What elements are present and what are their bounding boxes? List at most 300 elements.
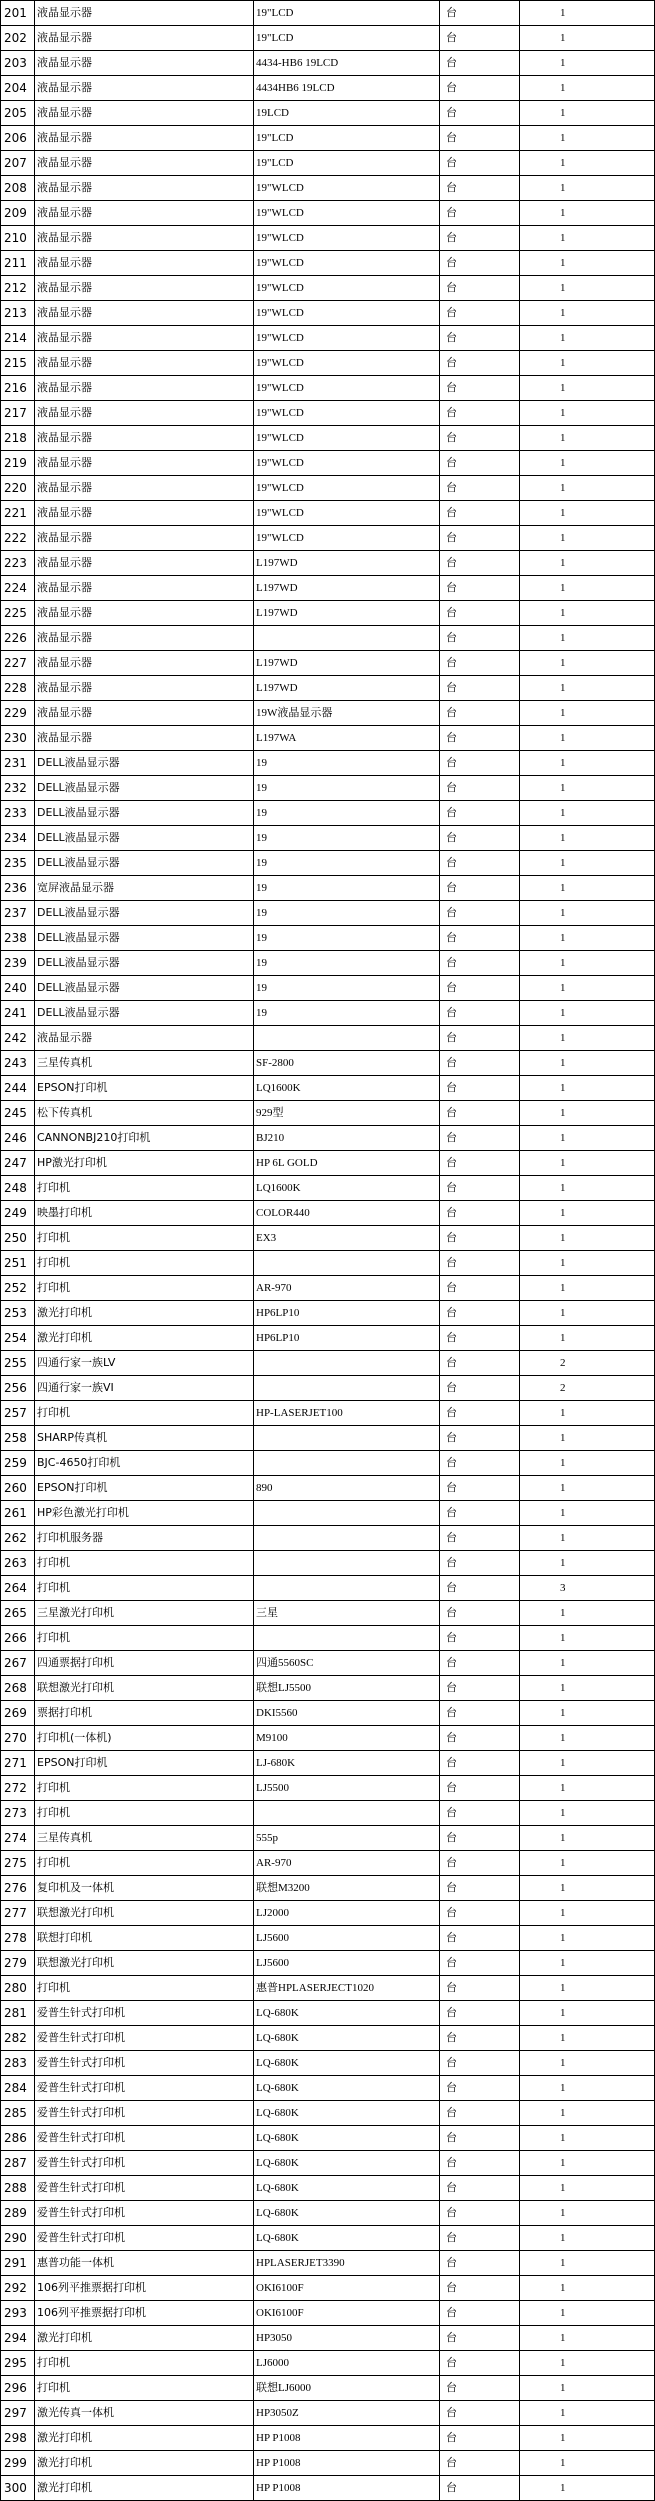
item-model: LQ-680K [254, 2176, 440, 2201]
item-quantity: 1 [520, 1176, 655, 1201]
table-row [1, 2301, 655, 2326]
table-row [1, 2451, 655, 2476]
item-model: 19"WLCD [254, 226, 440, 251]
table-row [1, 1451, 655, 1476]
item-name: 爱普生针式打印机 [35, 2101, 254, 2126]
item-unit: 台 [440, 1276, 520, 1301]
item-name: 打印机服务器 [35, 1526, 254, 1551]
item-model: M9100 [254, 1726, 440, 1751]
item-name: 106列平推票据打印机 [35, 2276, 254, 2301]
item-quantity: 2 [520, 1351, 655, 1376]
table-row [1, 676, 655, 701]
item-unit: 台 [440, 951, 520, 976]
row-number: 229 [1, 701, 35, 726]
table-row [1, 1076, 655, 1101]
table-row [1, 1551, 655, 1576]
item-unit: 台 [440, 1651, 520, 1676]
table-row [1, 2376, 655, 2401]
item-unit: 台 [440, 851, 520, 876]
table-row [1, 1626, 655, 1651]
item-quantity: 1 [520, 601, 655, 626]
row-number: 269 [1, 1701, 35, 1726]
item-name: 液晶显示器 [35, 76, 254, 101]
table-row [1, 1701, 655, 1726]
item-name: 液晶显示器 [35, 601, 254, 626]
table-row [1, 176, 655, 201]
item-quantity: 1 [520, 351, 655, 376]
item-model: LJ5600 [254, 1951, 440, 1976]
table-row [1, 201, 655, 226]
table-row [1, 1101, 655, 1126]
table-row [1, 1326, 655, 1351]
item-name: 爱普生针式打印机 [35, 2001, 254, 2026]
table-row [1, 2176, 655, 2201]
item-quantity: 1 [520, 2026, 655, 2051]
row-number: 215 [1, 351, 35, 376]
item-name: 液晶显示器 [35, 726, 254, 751]
item-quantity: 1 [520, 2201, 655, 2226]
item-name: 液晶显示器 [35, 326, 254, 351]
table-row [1, 1026, 655, 1051]
item-quantity: 1 [520, 1551, 655, 1576]
item-model: 19"WLCD [254, 451, 440, 476]
item-name: 液晶显示器 [35, 376, 254, 401]
item-unit: 台 [440, 1501, 520, 1526]
item-unit: 台 [440, 76, 520, 101]
table-row [1, 2076, 655, 2101]
item-unit: 台 [440, 2001, 520, 2026]
item-quantity: 1 [520, 2301, 655, 2326]
item-model: 19"LCD [254, 126, 440, 151]
row-number: 252 [1, 1276, 35, 1301]
table-row [1, 2401, 655, 2426]
row-number: 296 [1, 2376, 35, 2401]
table-row [1, 951, 655, 976]
item-quantity: 1 [520, 951, 655, 976]
item-unit: 台 [440, 2401, 520, 2426]
table-row [1, 2151, 655, 2176]
item-unit: 台 [440, 2376, 520, 2401]
item-model [254, 1576, 440, 1601]
item-quantity: 1 [520, 1726, 655, 1751]
item-unit: 台 [440, 926, 520, 951]
item-quantity: 1 [520, 2076, 655, 2101]
row-number: 224 [1, 576, 35, 601]
table-row [1, 2126, 655, 2151]
table-row [1, 351, 655, 376]
item-model: COLOR440 [254, 1201, 440, 1226]
table-row [1, 51, 655, 76]
item-quantity: 1 [520, 2476, 655, 2501]
item-unit: 台 [440, 2351, 520, 2376]
item-name: BJC-4650打印机 [35, 1451, 254, 1476]
item-model: 19W液晶显示器 [254, 701, 440, 726]
table-row [1, 2226, 655, 2251]
table-row [1, 1876, 655, 1901]
item-model: LQ1600K [254, 1076, 440, 1101]
item-name: 激光传真一体机 [35, 2401, 254, 2426]
item-name: 液晶显示器 [35, 1, 254, 26]
item-name: 映墨打印机 [35, 1201, 254, 1226]
row-number: 232 [1, 776, 35, 801]
table-row [1, 2026, 655, 2051]
item-name: 爱普生针式打印机 [35, 2026, 254, 2051]
table-row [1, 1426, 655, 1451]
item-name: 液晶显示器 [35, 151, 254, 176]
item-quantity: 2 [520, 1376, 655, 1401]
item-name: SHARP传真机 [35, 1426, 254, 1451]
item-model: 19"LCD [254, 26, 440, 51]
item-quantity: 1 [520, 1501, 655, 1526]
item-name: 打印机 [35, 1776, 254, 1801]
item-unit: 台 [440, 1676, 520, 1701]
item-quantity: 1 [520, 676, 655, 701]
item-unit: 台 [440, 1951, 520, 1976]
row-number: 234 [1, 826, 35, 851]
item-quantity: 1 [520, 51, 655, 76]
item-model: 19"WLCD [254, 276, 440, 301]
item-unit: 台 [440, 1401, 520, 1426]
row-number: 271 [1, 1751, 35, 1776]
item-name: 激光打印机 [35, 2451, 254, 2476]
item-unit: 台 [440, 551, 520, 576]
item-quantity: 1 [520, 626, 655, 651]
item-unit: 台 [440, 2151, 520, 2176]
inventory-table-body [1, 1, 655, 2501]
row-number: 230 [1, 726, 35, 751]
item-quantity: 1 [520, 426, 655, 451]
item-name: 液晶显示器 [35, 176, 254, 201]
item-unit: 台 [440, 2451, 520, 2476]
item-unit: 台 [440, 126, 520, 151]
item-unit: 台 [440, 826, 520, 851]
item-model: 三星 [254, 1601, 440, 1626]
table-row [1, 1001, 655, 1026]
item-name: 激光打印机 [35, 1326, 254, 1351]
item-quantity: 1 [520, 551, 655, 576]
item-quantity: 1 [520, 776, 655, 801]
row-number: 289 [1, 2201, 35, 2226]
item-quantity: 1 [520, 501, 655, 526]
item-model [254, 1501, 440, 1526]
row-number: 285 [1, 2101, 35, 2126]
row-number: 225 [1, 601, 35, 626]
item-unit: 台 [440, 2251, 520, 2276]
row-number: 277 [1, 1901, 35, 1926]
item-unit: 台 [440, 1876, 520, 1901]
row-number: 256 [1, 1376, 35, 1401]
item-model: HP3050Z [254, 2401, 440, 2426]
item-unit: 台 [440, 351, 520, 376]
table-row [1, 1826, 655, 1851]
item-model: 19"WLCD [254, 526, 440, 551]
row-number: 293 [1, 2301, 35, 2326]
item-name: 液晶显示器 [35, 251, 254, 276]
row-number: 283 [1, 2051, 35, 2076]
item-quantity: 1 [520, 276, 655, 301]
row-number: 219 [1, 451, 35, 476]
item-unit: 台 [440, 1726, 520, 1751]
table-row [1, 1301, 655, 1326]
item-name: 打印机(一体机) [35, 1726, 254, 1751]
item-unit: 台 [440, 1376, 520, 1401]
item-name: DELL液晶显示器 [35, 776, 254, 801]
item-quantity: 1 [520, 451, 655, 476]
row-number: 261 [1, 1501, 35, 1526]
table-row [1, 651, 655, 676]
item-model: 19 [254, 751, 440, 776]
item-model: HP-LASERJET100 [254, 1401, 440, 1426]
item-quantity: 1 [520, 1326, 655, 1351]
item-model: 929型 [254, 1101, 440, 1126]
item-model: 19"LCD [254, 151, 440, 176]
item-model: 19 [254, 901, 440, 926]
row-number: 299 [1, 2451, 35, 2476]
item-quantity: 1 [520, 2351, 655, 2376]
item-quantity: 1 [520, 226, 655, 251]
item-model: 19LCD [254, 101, 440, 126]
item-unit: 台 [440, 1201, 520, 1226]
table-row [1, 326, 655, 351]
item-unit: 台 [440, 2326, 520, 2351]
item-quantity: 1 [520, 126, 655, 151]
item-quantity: 1 [520, 1951, 655, 1976]
item-quantity: 1 [520, 1151, 655, 1176]
row-number: 287 [1, 2151, 35, 2176]
item-quantity: 1 [520, 1826, 655, 1851]
item-quantity: 1 [520, 726, 655, 751]
item-model: L197WD [254, 601, 440, 626]
item-unit: 台 [440, 501, 520, 526]
item-name: 液晶显示器 [35, 576, 254, 601]
table-row [1, 2251, 655, 2276]
item-model: 4434HB6 19LCD [254, 76, 440, 101]
item-unit: 台 [440, 1526, 520, 1551]
item-model: 19 [254, 876, 440, 901]
item-name: EPSON打印机 [35, 1751, 254, 1776]
item-model: L197WD [254, 676, 440, 701]
row-number: 264 [1, 1576, 35, 1601]
row-number: 262 [1, 1526, 35, 1551]
table-row [1, 2201, 655, 2226]
table-row [1, 1751, 655, 1776]
table-row [1, 2476, 655, 2501]
item-name: 打印机 [35, 1226, 254, 1251]
item-name: 联想打印机 [35, 1926, 254, 1951]
row-number: 292 [1, 2276, 35, 2301]
item-model: BJ210 [254, 1126, 440, 1151]
item-name: 联想激光打印机 [35, 1901, 254, 1926]
row-number: 243 [1, 1051, 35, 1076]
item-model: LQ-680K [254, 2076, 440, 2101]
item-quantity: 1 [520, 476, 655, 501]
item-unit: 台 [440, 1451, 520, 1476]
item-model [254, 1251, 440, 1276]
row-number: 204 [1, 76, 35, 101]
table-row [1, 276, 655, 301]
item-model: 19 [254, 851, 440, 876]
row-number: 208 [1, 176, 35, 201]
item-quantity: 1 [520, 1476, 655, 1501]
item-name: 松下传真机 [35, 1101, 254, 1126]
item-unit: 台 [440, 426, 520, 451]
item-quantity: 1 [520, 701, 655, 726]
row-number: 297 [1, 2401, 35, 2426]
item-name: 打印机 [35, 1176, 254, 1201]
item-model: OKI6100F [254, 2301, 440, 2326]
item-name: 液晶显示器 [35, 126, 254, 151]
item-model: 19"WLCD [254, 326, 440, 351]
table-row [1, 76, 655, 101]
item-quantity: 1 [520, 651, 655, 676]
item-quantity: 1 [520, 976, 655, 1001]
table-row [1, 551, 655, 576]
item-unit: 台 [440, 1976, 520, 2001]
item-quantity: 1 [520, 851, 655, 876]
item-model: 19"WLCD [254, 176, 440, 201]
row-number: 275 [1, 1851, 35, 1876]
item-name: DELL液晶显示器 [35, 851, 254, 876]
row-number: 211 [1, 251, 35, 276]
item-name: DELL液晶显示器 [35, 751, 254, 776]
item-quantity: 1 [520, 801, 655, 826]
row-number: 281 [1, 2001, 35, 2026]
item-unit: 台 [440, 376, 520, 401]
item-unit: 台 [440, 1826, 520, 1851]
item-unit: 台 [440, 801, 520, 826]
item-name: 四通行家一族VI [35, 1376, 254, 1401]
item-unit: 台 [440, 651, 520, 676]
item-model: 4434-HB6 19LCD [254, 51, 440, 76]
item-name: 液晶显示器 [35, 501, 254, 526]
item-name: 激光打印机 [35, 2426, 254, 2451]
item-unit: 台 [440, 1326, 520, 1351]
item-name: 液晶显示器 [35, 201, 254, 226]
row-number: 210 [1, 226, 35, 251]
item-name: 液晶显示器 [35, 351, 254, 376]
item-model [254, 1801, 440, 1826]
item-name: 四通票据打印机 [35, 1651, 254, 1676]
item-unit: 台 [440, 51, 520, 76]
item-quantity: 1 [520, 376, 655, 401]
item-quantity: 1 [520, 1701, 655, 1726]
table-row [1, 2351, 655, 2376]
item-unit: 台 [440, 401, 520, 426]
item-quantity: 1 [520, 1526, 655, 1551]
item-model: LQ-680K [254, 2051, 440, 2076]
item-model [254, 1526, 440, 1551]
item-name: 液晶显示器 [35, 476, 254, 501]
table-row [1, 476, 655, 501]
table-row [1, 451, 655, 476]
row-number: 241 [1, 1001, 35, 1026]
item-name: HP彩色激光打印机 [35, 1501, 254, 1526]
item-model: 19"WLCD [254, 301, 440, 326]
item-model: 19 [254, 1001, 440, 1026]
item-quantity: 1 [520, 1776, 655, 1801]
item-model: DKI5560 [254, 1701, 440, 1726]
item-unit: 台 [440, 2076, 520, 2101]
item-quantity: 1 [520, 2226, 655, 2251]
item-unit: 台 [440, 2201, 520, 2226]
item-unit: 台 [440, 626, 520, 651]
item-name: 打印机 [35, 2376, 254, 2401]
table-row [1, 2276, 655, 2301]
table-row [1, 2101, 655, 2126]
item-quantity: 1 [520, 526, 655, 551]
item-unit: 台 [440, 1151, 520, 1176]
row-number: 255 [1, 1351, 35, 1376]
table-row [1, 576, 655, 601]
row-number: 266 [1, 1626, 35, 1651]
item-quantity: 1 [520, 901, 655, 926]
row-number: 300 [1, 2476, 35, 2501]
item-model: HP 6L GOLD [254, 1151, 440, 1176]
table-row [1, 301, 655, 326]
item-quantity: 1 [520, 2276, 655, 2301]
item-name: 液晶显示器 [35, 551, 254, 576]
row-number: 259 [1, 1451, 35, 1476]
item-model [254, 1376, 440, 1401]
row-number: 240 [1, 976, 35, 1001]
item-unit: 台 [440, 1426, 520, 1451]
item-quantity: 1 [520, 1651, 655, 1676]
item-unit: 台 [440, 26, 520, 51]
row-number: 216 [1, 376, 35, 401]
item-unit: 台 [440, 2226, 520, 2251]
item-name: 激光打印机 [35, 2476, 254, 2501]
item-unit: 台 [440, 1351, 520, 1376]
row-number: 233 [1, 801, 35, 826]
row-number: 254 [1, 1326, 35, 1351]
table-row [1, 376, 655, 401]
table-row [1, 126, 655, 151]
item-quantity: 1 [520, 1051, 655, 1076]
item-quantity: 1 [520, 2126, 655, 2151]
item-quantity: 1 [520, 1626, 655, 1651]
item-quantity: 1 [520, 101, 655, 126]
item-name: 爱普生针式打印机 [35, 2226, 254, 2251]
item-quantity: 1 [520, 201, 655, 226]
item-quantity: 1 [520, 1251, 655, 1276]
item-name: 液晶显示器 [35, 26, 254, 51]
item-unit: 台 [440, 601, 520, 626]
item-quantity: 1 [520, 2176, 655, 2201]
table-row [1, 2001, 655, 2026]
row-number: 249 [1, 1201, 35, 1226]
item-quantity: 1 [520, 1601, 655, 1626]
item-quantity: 1 [520, 251, 655, 276]
row-number: 209 [1, 201, 35, 226]
item-model: LJ5500 [254, 1776, 440, 1801]
item-quantity: 1 [520, 1801, 655, 1826]
item-model: HP6LP10 [254, 1326, 440, 1351]
table-row [1, 976, 655, 1001]
item-unit: 台 [440, 1051, 520, 1076]
item-model [254, 1026, 440, 1051]
item-quantity: 1 [520, 2001, 655, 2026]
item-unit: 台 [440, 2026, 520, 2051]
item-quantity: 1 [520, 2326, 655, 2351]
row-number: 228 [1, 676, 35, 701]
row-number: 278 [1, 1926, 35, 1951]
row-number: 251 [1, 1251, 35, 1276]
row-number: 272 [1, 1776, 35, 1801]
item-model: 19"WLCD [254, 376, 440, 401]
item-unit: 台 [440, 451, 520, 476]
item-unit: 台 [440, 2051, 520, 2076]
row-number: 265 [1, 1601, 35, 1626]
